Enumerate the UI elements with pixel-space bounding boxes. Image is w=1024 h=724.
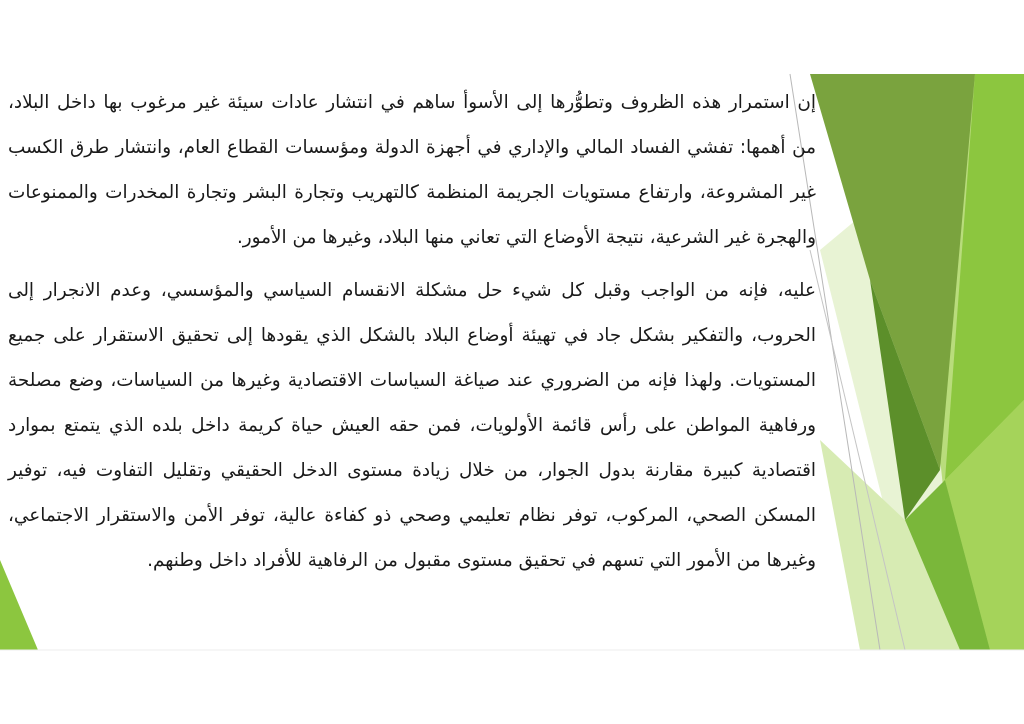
document-body	[8, 80, 816, 583]
paragraph-2: عليه، فإنه من الواجب وقبل كل شيء حل مشكلة الانقسام السياسي والمؤسسي، وعدم الانجرار إلى الحروب، والتفكير بشكل جاد في تهيئة أوضاع البلاد بالشكل الذي يقودها إلى تحقيق الاستقرار على جميع المستويات. ولهذا فإنه من الضروري عند صياغة السياسات الاقتصادية وغيرها من السياسات، وضع مصلحة ورفاهية المواطن على رأس قائمة الأولويات، فمن حقه العيش حياة كريمة داخل بلده الذي يتمتع بموارد اقتصادية كبيرة مقارنة بدول الجوار، من خلال زيادة مستوى الدخل الحقيقي وتقليل التفاوت فيه، توفير المسكن الصحي، المركوب، توفر نظام تعليمي وصحي ذو كفاءة عالية، توفر الأمن والاستقرار الاجتماعي، وغيرها من الأمور التي تسهم في تحقيق مستوى مقبول من الرفاهية للأفراد داخل وطنهم.	[8, 280, 816, 571]
paragraph-1: إن استمرار هذه الظروف وتطوُّرها إلى الأسوأ ساهم في انتشار عادات سيئة غير مرغوب بها داخل البلاد، من أهمها: تفشي الفساد المالي والإداري في أجهزة الدولة ومؤسسات القطاع العام، وانتشار طرق الكسب غير المشروعة، وارتفاع مستويات الجريمة المنظمة كالتهريب وتجارة البشر وتجارة المخدرات والممنوعات والهجرة غير الشرعية، نتيجة الأوضاع التي تعاني منها البلاد، وغيرها من الأمور.	[8, 92, 816, 248]
